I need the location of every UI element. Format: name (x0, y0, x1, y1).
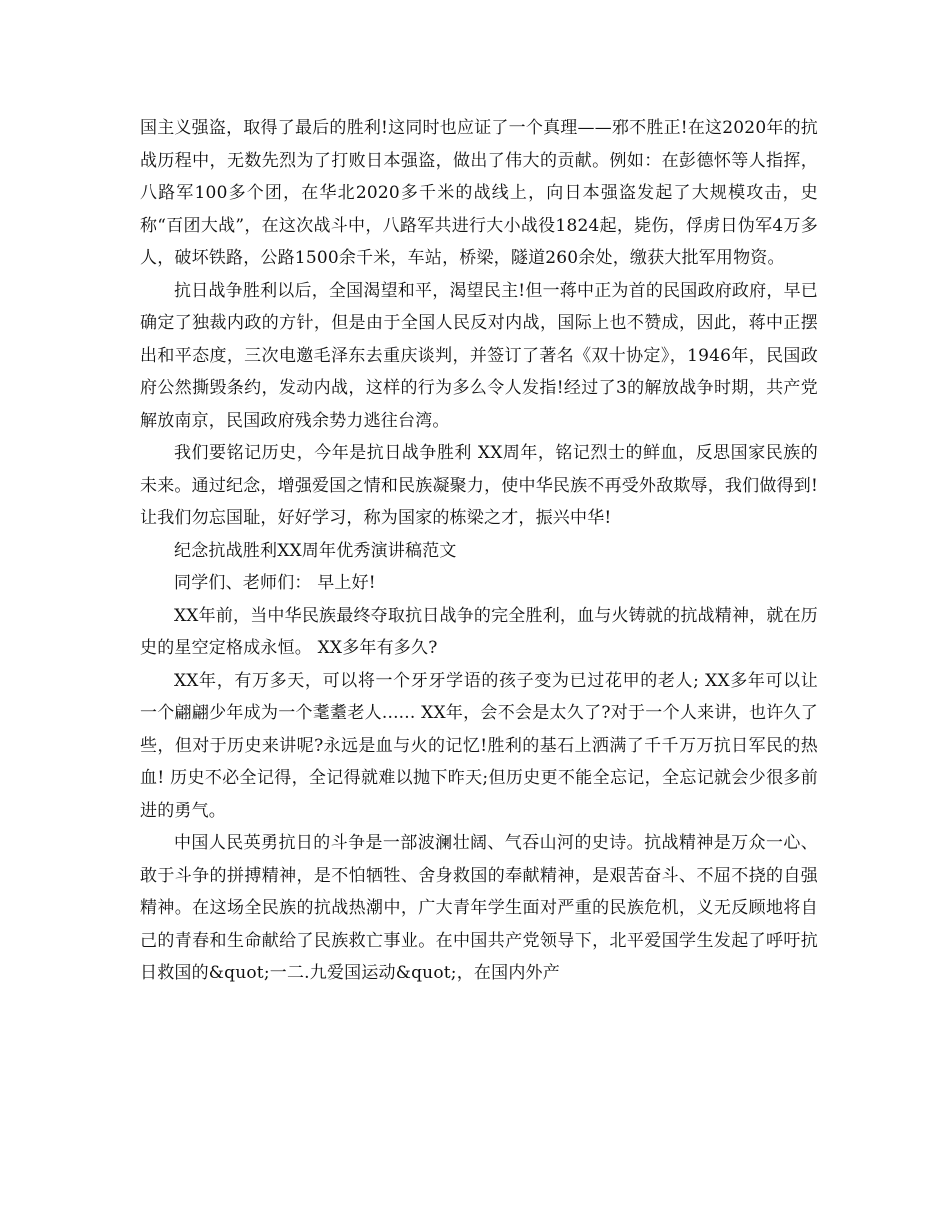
speech-title: 纪念抗战胜利XX周年优秀演讲稿范文 (174, 540, 457, 561)
greeting: 同学们、老师们： 早上好! (174, 573, 376, 593)
paragraph: 抗日战争胜利以后，全国渴望和平，渴望民主!但一蒋中正为首的民国政府政府，早已确定了独裁内政的方针，但是由于全国人民反对内战，国际上也不赞成，因此，蒋中正摆出和平态度，三次电邀毛泽东去重庆谈判，并签订了著名《双十协定》，1946年，民国政府公然撕毁条约，发动内战，这样的行为多么令人发指!经过了3的解放战争时期，共产党解放南京，民国政府残余势力逃往台湾。 (140, 280, 818, 431)
document-body (140, 112, 818, 990)
paragraph: XX年，有万多天，可以将一个牙牙学语的孩子变为已过花甲的老人; XX多年可以让一个翩翩少年成为一个耄耋老人...... XX年，会不会是太久了?对于一个人来讲，也许久了些，但对于历史来讲呢?永远是血与火的记忆!胜利的基石上洒满了千千万万抗日军民的热血! 历史不必全记得，全记得就难以抛下昨天;但历史更不能全忘记，全忘记就会少很多前进的勇气。 (140, 670, 818, 821)
paragraph-continued: 国主义强盗，取得了最后的胜利!这同时也应证了一个真理——邪不胜正!在这2020年的抗战历程中，无数先烈为了打败日本强盗，做出了伟大的贡献。例如：在彭德怀等人指挥，八路军100多个团，在华北2020多千米的战线上，向日本强盗发起了大规模攻击，史称“百团大战”，在这次战斗中，八路军共进行大小战役1824起，毙伤，俘虏日伪军4万多人，破坏铁路，公路1500余千米，车站，桥梁，隧道260余处，缴获大批军用物资。 (140, 118, 818, 268)
paragraph: 中国人民英勇抗日的斗争是一部波澜壮阔、气吞山河的史诗。抗战精神是万众一心、敢于斗争的拼搏精神，是不怕牺牲、舍身救国的奉献精神，是艰苦奋斗、不屈不挠的自强精神。在这场全民族的抗战热潮中，广大青年学生面对严重的民族危机，义无反顾地将自己的青春和生命献给了民族救亡事业。在中国共产党领导下，北平爱国学生发起了呼吁抗日救国的&quot;一二.九爱国运动&quot;，在国内外产 (140, 833, 818, 983)
paragraph: XX年前，当中华民族最终夺取抗日战争的完全胜利，血与火铸就的抗战精神，就在历史的星空定格成永恒。 XX多年有多久? (140, 605, 818, 658)
paragraph: 我们要铭记历史，今年是抗日战争胜利 XX周年，铭记烈士的鲜血，反思国家民族的未来。通过纪念，增强爱国之情和民族凝聚力，使中华民族不再受外敌欺辱，我们做得到!让我们勿忘国耻，好好学习，称为国家的栋梁之才，振兴中华! (140, 443, 818, 528)
